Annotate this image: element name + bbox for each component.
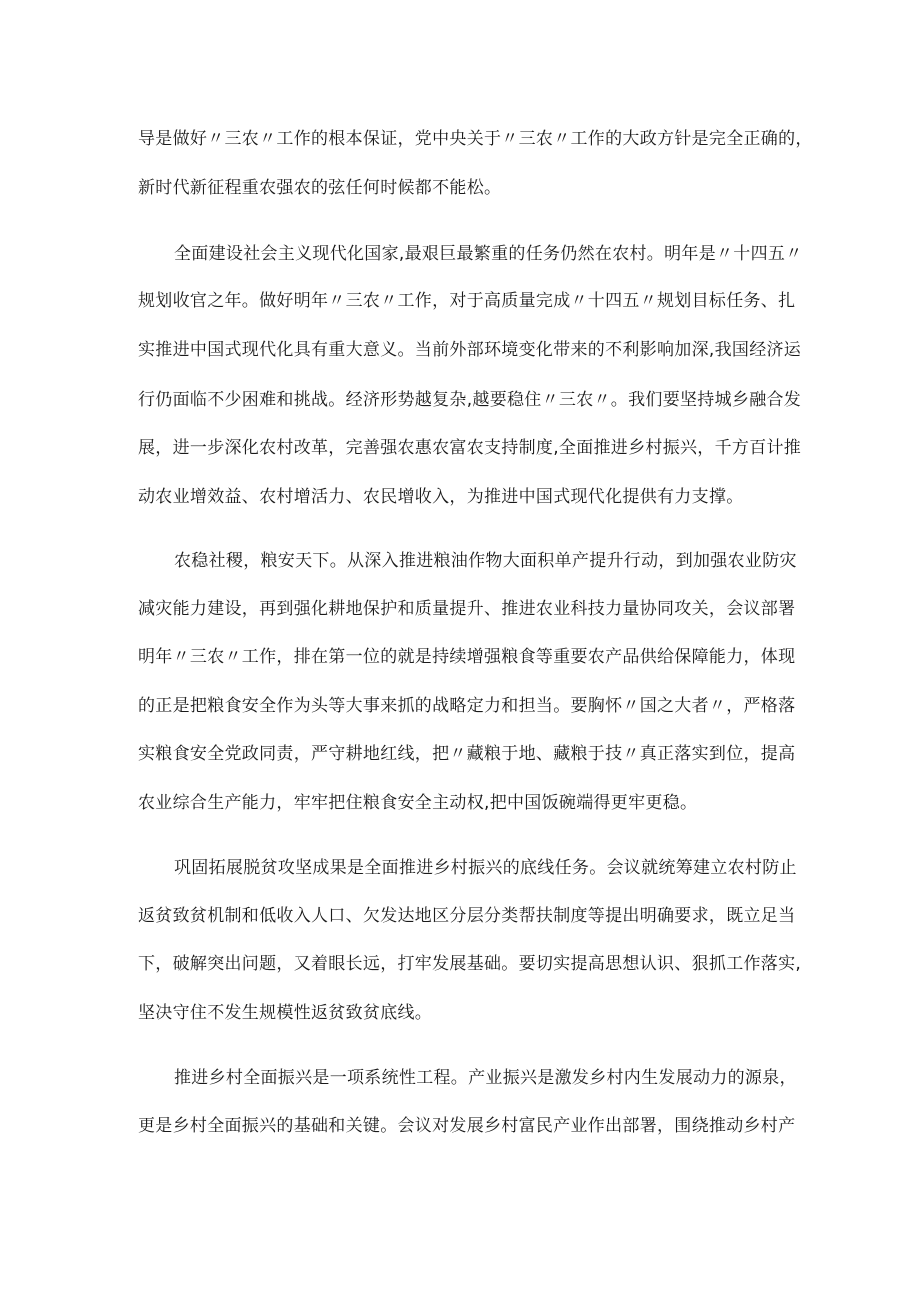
text-line: 明年〃三农〃工作，排在第一位的就是持续增强粮食等重要农产品供给保障能力，体现: [138, 647, 796, 667]
text-line: 规划收官之年。做好明年〃三农〃工作，对于高质量完成〃十四五〃规划目标任务、扎: [138, 291, 796, 311]
text-line: 实粮食安全党政同责，严守耕地红线，把〃藏粮于地、藏粮于技〃真正落实到位，提高: [138, 744, 796, 764]
text-line: 返贫致贫机制和低收入人口、欠发达地区分层分类帮扶制度等提出明确要求，既立足当: [138, 906, 796, 926]
text-line: 展，进一步深化农村改革，完善强农惠农富农支持制度,全面推进乡村振兴，千方百计推: [138, 438, 802, 458]
text-line: 巩固拓展脱贫攻坚成果是全面推进乡村振兴的底线任务。会议就统筹建立农村防止: [174, 858, 797, 878]
text-line: 的正是把粮食安全作为头等大事来抓的战略定力和担当。要胸怀〃国之大者〃，严格落: [138, 696, 796, 716]
text-line: 行仍面临不少困难和挑战。经济形势越复杂,越要稳住〃三农〃。我们要坚持城乡融合发: [138, 390, 802, 410]
text-line: 农业综合生产能力，牢牢把住粮食安全主动权,把中国饭碗端得更牢更稳。: [138, 793, 698, 813]
text-line: 坚决守住不发生规模性返贫致贫底线。: [138, 1003, 433, 1023]
text-line: 实推进中国式现代化具有重大意义。当前外部环境变化带来的不利影响加深,我国经济运: [138, 340, 802, 360]
text-line: 新时代新征程重农强农的弦任何时候都不能松。: [138, 178, 502, 198]
text-line: 下，破解突出问题，又着眼长远，打牢发展基础。要切实提高思想认识、狠抓工作落实,: [138, 954, 802, 974]
text-line: 全面建设社会主义现代化国家,最艰巨最繁重的任务仍然在农村。明年是〃十四五〃: [174, 244, 803, 264]
text-line: 动农业增效益、农村增活力、农民增收入，为推进中国式现代化提供有力支撑。: [138, 487, 744, 507]
text-line: 导是做好〃三农〃工作的根本保证，党中央关于〃三农〃工作的大政方针是完全正确的，: [138, 129, 813, 149]
text-line: 更是乡村全面振兴的基础和关键。会议对发展乡村富民产业作出部署，围绕推动乡村产: [138, 1116, 796, 1136]
text-line: 推进乡村全面振兴是一项系统性工程。产业振兴是激发乡村内生发展动力的源泉，: [174, 1068, 797, 1088]
text-line: 农稳社稷，粮安天下。从深入推进粮油作物大面积单产提升行动，到加强农业防灾: [174, 551, 797, 571]
text-line: 减灾能力建设，再到强化耕地保护和质量提升、推进农业科技力量协同攻关，会议部署: [138, 599, 796, 619]
